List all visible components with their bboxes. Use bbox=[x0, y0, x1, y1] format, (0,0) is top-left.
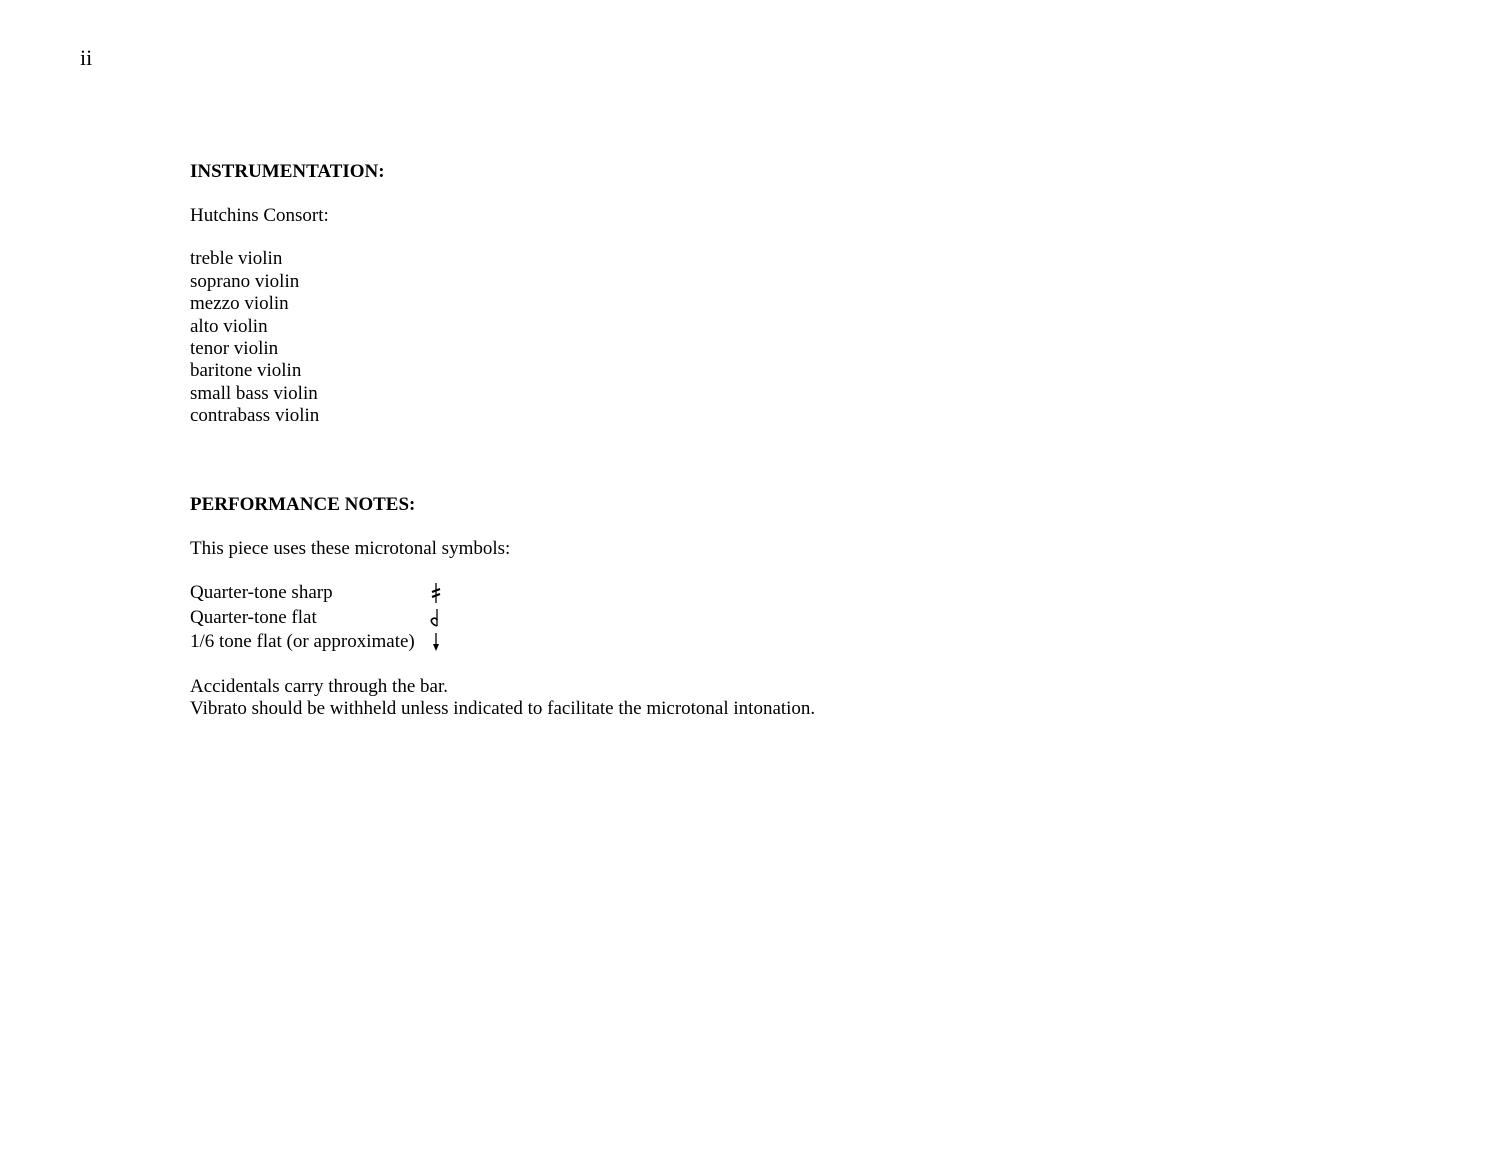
note-line: Accidentals carry through the bar. bbox=[190, 675, 448, 697]
quarter-tone-sharp-icon bbox=[426, 582, 446, 604]
symbol-label: Quarter-tone sharp bbox=[190, 582, 333, 604]
instrument-item: contrabass violin bbox=[190, 405, 320, 427]
document-body bbox=[190, 160, 1390, 720]
performance-notes-heading: PERFORMANCE NOTES: bbox=[190, 493, 416, 515]
symbol-row bbox=[190, 581, 1390, 606]
instrument-item: soprano violin bbox=[190, 270, 300, 292]
sixth-tone-flat-arrow-icon bbox=[426, 631, 446, 653]
instrument-item: tenor violin bbox=[190, 338, 279, 360]
note-line: Vibrato should be withheld unless indicated to facilitate the microtonal intonation. bbox=[190, 697, 816, 719]
instrument-item: mezzo violin bbox=[190, 293, 289, 315]
page-number: ii bbox=[80, 45, 93, 70]
symbol-row bbox=[190, 630, 1390, 655]
symbol-label: Quarter-tone flat bbox=[190, 606, 317, 628]
instrument-item: alto violin bbox=[190, 315, 268, 337]
instrumentation-heading: INSTRUMENTATION: bbox=[190, 161, 385, 182]
performance-notes-section bbox=[190, 493, 1390, 721]
instrument-list bbox=[190, 248, 1390, 427]
symbols-intro: This piece uses these microtonal symbols: bbox=[190, 537, 511, 559]
instrumentation-section bbox=[190, 160, 1390, 428]
quarter-tone-flat-icon bbox=[426, 607, 446, 629]
microtonal-symbol-table bbox=[190, 581, 1390, 655]
symbol-row bbox=[190, 606, 1390, 631]
instrument-item: treble violin bbox=[190, 248, 283, 270]
symbol-label: 1/6 tone flat (or approximate) bbox=[190, 631, 415, 653]
ensemble-name: Hutchins Consort: bbox=[190, 205, 329, 226]
instrument-item: small bass violin bbox=[190, 382, 318, 404]
instrument-item: baritone violin bbox=[190, 360, 302, 382]
